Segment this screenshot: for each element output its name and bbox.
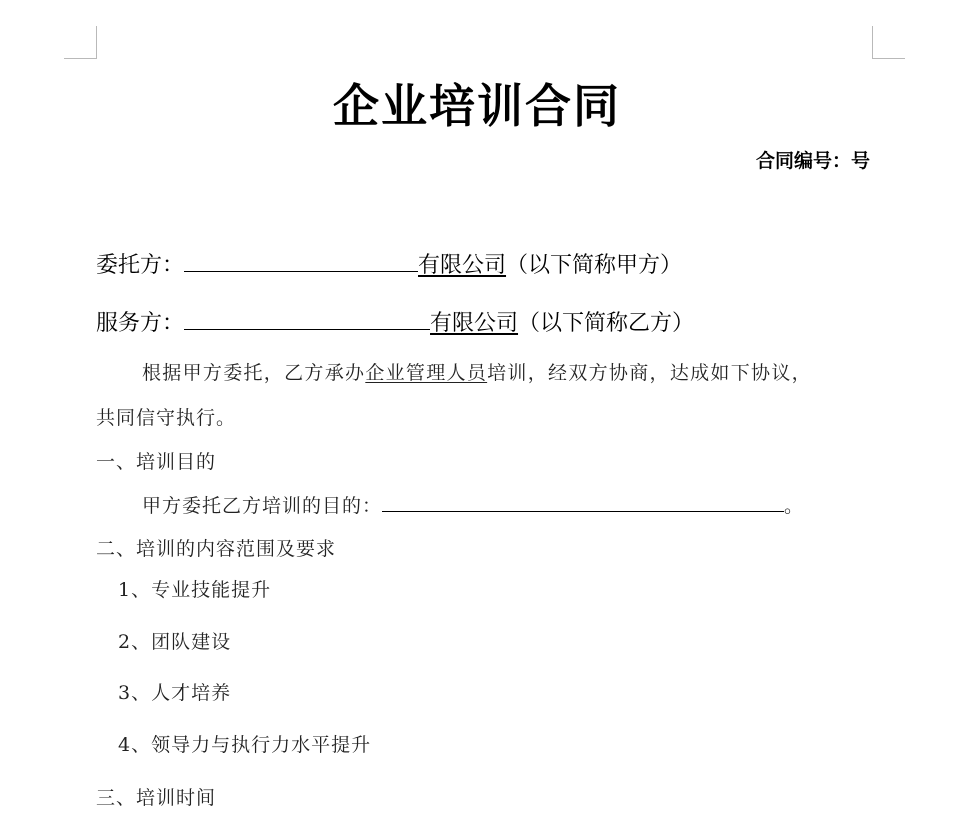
party-b-name-blank[interactable] — [184, 305, 430, 330]
section-1-text — [142, 491, 804, 518]
section-1-heading: 一、培训目的 — [96, 451, 217, 473]
purpose-end: 。 — [784, 495, 805, 517]
purpose-label: 甲方委托乙方培训的目的： — [142, 495, 383, 517]
intro-text-2: 培训，经双方协商，达成如下协议， — [487, 362, 812, 384]
document-title: 企业培训合同 — [333, 79, 621, 133]
list-item: 4、领导力与执行力水平提升 — [118, 734, 372, 756]
party-a-name-blank[interactable] — [184, 247, 418, 272]
intro-paragraph-line-2: 共同信守执行。 — [96, 407, 237, 429]
party-a-line — [96, 247, 682, 279]
page-corner-mark-top-left — [64, 26, 97, 59]
list-item: 2、团队建设 — [118, 631, 232, 653]
party-b-note: （以下简称乙方） — [518, 311, 695, 337]
section-3-heading: 三、培训时间 — [96, 787, 217, 809]
purpose-blank[interactable] — [382, 491, 784, 512]
party-b-line — [96, 305, 694, 337]
party-a-note: （以下简称甲方） — [506, 253, 683, 279]
party-b-label: 服务方： — [96, 311, 185, 337]
list-item: 3、人才培养 — [118, 682, 232, 704]
contract-number: 合同编号：号 — [755, 150, 870, 172]
intro-underlined-text: 企业管理人员 — [365, 362, 488, 384]
intro-text-1: 根据甲方委托，乙方承办 — [142, 362, 366, 384]
intro-paragraph-line-1 — [142, 358, 812, 385]
section-2-heading: 二、培训的内容范围及要求 — [96, 538, 337, 560]
list-item: 1、专业技能提升 — [118, 579, 272, 601]
party-a-company: 有限公司 — [418, 253, 507, 279]
party-b-company: 有限公司 — [430, 311, 519, 337]
party-a-label: 委托方： — [96, 253, 185, 279]
page-corner-mark-top-right — [872, 26, 905, 59]
